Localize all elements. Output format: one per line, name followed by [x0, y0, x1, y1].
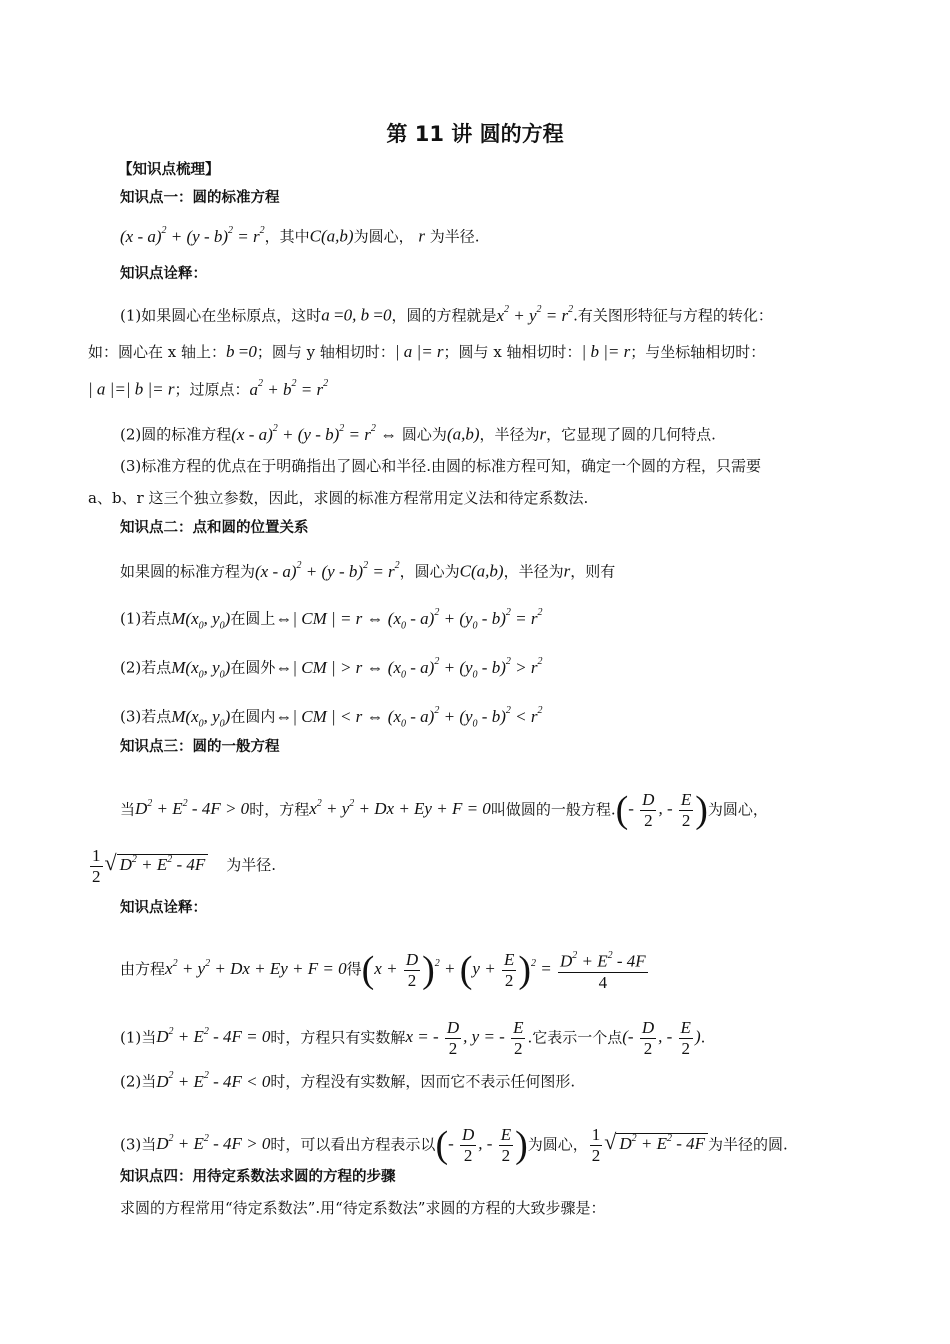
- kp3-line2: $\frac{1}{2}$ √ $D^2 + E^2 - 4F$ 为半径.: [88, 846, 276, 887]
- section-header: 【知识点梳理】: [118, 162, 220, 178]
- kp2-case2: (2)若点$M(x_0$, $y_0$)在圆外⇔| CM | > r ⇔ $(x_0 - a)^2 + (y_0 - b)^2 > r^2$: [120, 656, 543, 681]
- kp3-line1: 当$D^2 + E^2 - 4F > 0$时，方程$x^2 + y^2 + Dx + Ey + F = 0$叫做圆的一般方程.(- $\frac{D}{2}$ , - $\frac{E}{2}$ )为圆心，: [120, 789, 768, 832]
- kp1-heading: 知识点一：圆的标准方程: [120, 190, 280, 206]
- kp3-case1: (1)当$D^2 + E^2 - 4F = 0$时，方程只有实数解x = - $\frac{D}{2}$ , y = - $\frac{E}{2}$ .它表示一个点(- $\frac{D}{2}$ , - $\frac{E}{2}$ ).: [120, 1018, 706, 1058]
- radius-formula: $\frac{1}{2}$ √ $D^2 + E^2 - 4F$: [88, 855, 208, 874]
- kp3-note-line1: 由方程$x^2 + y^2 + Dx + Ey + F = 0$得(x + $\frac{D}{2}$ )$^2$ + (y + $\frac{E}{2}$ )$^2$ = $\frac{D^2 + E^2 - 4F}{4}$: [120, 949, 646, 992]
- standard-equation-formula: $(x - a)^2 + (y - b)^2 = r^2$: [120, 225, 265, 246]
- page-title: 第 11 讲 圆的方程: [386, 122, 564, 146]
- kp1-p2: (2)圆的标准方程$(x - a)^2 + (y - b)^2 = r^2$ ⇔ 圆心为(a,b)，半径为r，它显现了圆的几何特点.: [120, 423, 716, 444]
- kp3-heading: 知识点三：圆的一般方程: [120, 739, 280, 755]
- kp1-p1-line2: 如：圆心在 x 轴上：b =0；圆与 y 轴相切时：| a |= r；圆与 x 轴相切时：| b |= r；与坐标轴相切时：: [88, 342, 766, 361]
- kp1-p1-line3: | a |=| b |= r；过原点：$a^2 + b^2 = r^2$: [88, 378, 329, 399]
- kp2-case3: (3)若点$M(x_0$, $y_0$)在圆内⇔| CM | < r ⇔ $(x_0 - a)^2 + (y_0 - b)^2 < r^2$: [120, 705, 543, 730]
- kp3-case3: (3)当$D^2 + E^2 - 4F > 0$时，可以看出方程表示以(- $\frac{D}{2}$ , - $\frac{E}{2}$ )为圆心， $\frac{1}{2}$ √ $D^2 + E^2 - 4F$ 为半径的圆.: [120, 1124, 788, 1167]
- kp4-heading: 知识点四：用待定系数法求圆的方程的步骤: [120, 1169, 396, 1185]
- kp1-note-heading: 知识点诠释：: [120, 266, 207, 282]
- kp3-note-heading: 知识点诠释：: [120, 900, 207, 916]
- kp2-case1: (1)若点$M(x_0$, $y_0$)在圆上⇔| CM | = r ⇔ $(x_0 - a)^2 + (y_0 - b)^2 = r^2$: [120, 607, 543, 632]
- kp1-p3-line2: a、b、r 这三个独立参数，因此，求圆的标准方程常用定义法和待定系数法.: [88, 489, 589, 507]
- kp3-case2: (2)当$D^2 + E^2 - 4F < 0$时，方程没有实数解，因而它不表示任何图形.: [120, 1070, 576, 1091]
- kp1-p3-line1: (3)标准方程的优点在于明确指出了圆心和半径.由圆的标准方程可知，确定一个圆的方程，只需要: [120, 457, 762, 475]
- kp1-p1-line1: (1)如果圆心在坐标原点，这时a =0, b =0，圆的方程就是$x^2 + y^2 = r^2$.有关图形特征与方程的转化：: [120, 304, 773, 325]
- kp2-heading: 知识点二：点和圆的位置关系: [120, 520, 309, 536]
- kp4-paragraph: 求圆的方程常用“待定系数法”.用“待定系数法”求圆的方程的大致步骤是：: [120, 1199, 606, 1217]
- center-fraction: (- $\frac{D}{2}$ , - $\frac{E}{2}$ ): [615, 789, 708, 832]
- kp2-intro: 如果圆的标准方程为$(x - a)^2 + (y - b)^2 = r^2$，圆心为C(a,b)，半径为r，则有: [120, 560, 616, 581]
- kp1-line1: $(x - a)^2 + (y - b)^2 = r^2$，其中C(a,b)为圆心， r 为半径.: [120, 225, 480, 246]
